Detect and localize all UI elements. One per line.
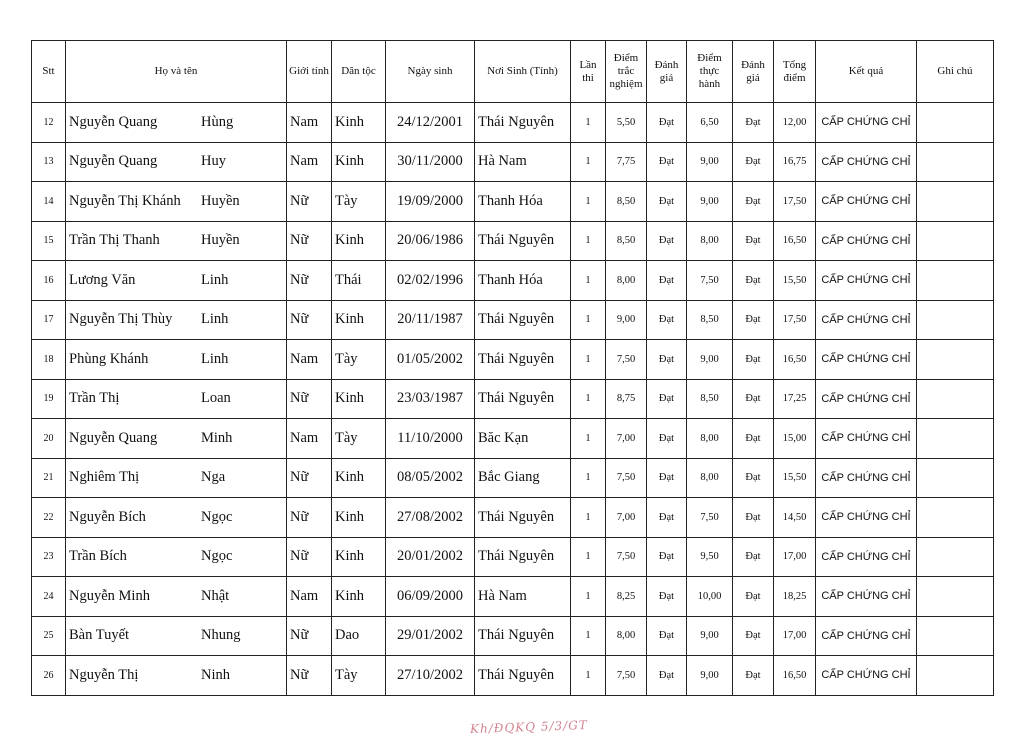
cell-ethnicity: Kinh [332, 142, 386, 182]
cell-gender: Nữ [287, 498, 332, 538]
cell-birthplace: Thái Nguyên [475, 340, 571, 380]
cell-full-name [66, 498, 287, 538]
cell-dob: 20/06/1986 [386, 221, 475, 261]
cell-mc-score: 8,75 [606, 379, 647, 419]
cell-ethnicity: Tày [332, 656, 386, 696]
cell-dob: 19/09/2000 [386, 182, 475, 222]
header-mc-eval: Đánh giá [647, 41, 687, 103]
cell-practice-score: 8,50 [687, 379, 733, 419]
cell-mc-eval: Đạt [647, 221, 687, 261]
cell-ethnicity: Kinh [332, 537, 386, 577]
cell-total: 17,50 [774, 182, 816, 222]
cell-note [917, 142, 994, 182]
last-name: Phùng Khánh [69, 350, 149, 367]
cell-dob: 02/02/1996 [386, 261, 475, 301]
cell-result: CẤP CHỨNG CHỈ [816, 261, 917, 301]
cell-ethnicity: Tày [332, 340, 386, 380]
cell-note [917, 498, 994, 538]
cell-result: CẤP CHỨNG CHỈ [816, 656, 917, 696]
cell-gender: Nam [287, 419, 332, 459]
cell-full-name [66, 458, 287, 498]
cell-full-name [66, 103, 287, 143]
cell-attempt: 1 [571, 537, 606, 577]
cell-result: CẤP CHỨNG CHỈ [816, 182, 917, 222]
cell-practice-eval: Đạt [733, 537, 774, 577]
cell-mc-score: 9,00 [606, 300, 647, 340]
cell-birthplace: Thái Nguyên [475, 537, 571, 577]
cell-mc-eval: Đạt [647, 656, 687, 696]
header-attempt: Lần thi [571, 41, 606, 103]
cell-practice-eval: Đạt [733, 498, 774, 538]
cell-note [917, 261, 994, 301]
table-row [32, 537, 994, 577]
first-name: Linh [201, 350, 229, 367]
first-name: Minh [201, 429, 233, 446]
cell-full-name [66, 142, 287, 182]
header-birthplace: Nơi Sinh (Tỉnh) [475, 41, 571, 103]
cell-full-name [66, 616, 287, 656]
cell-mc-eval: Đạt [647, 458, 687, 498]
table-row [32, 340, 994, 380]
cell-mc-eval: Đạt [647, 103, 687, 143]
cell-gender: Nữ [287, 379, 332, 419]
cell-stt: 14 [32, 182, 66, 222]
cell-full-name [66, 419, 287, 459]
header-ethnicity: Dân tộc [332, 41, 386, 103]
cell-full-name [66, 221, 287, 261]
cell-full-name [66, 261, 287, 301]
cell-practice-eval: Đạt [733, 379, 774, 419]
cell-practice-eval: Đạt [733, 182, 774, 222]
cell-dob: 30/11/2000 [386, 142, 475, 182]
cell-note [917, 656, 994, 696]
cell-birthplace: Thái Nguyên [475, 221, 571, 261]
cell-ethnicity: Kinh [332, 577, 386, 617]
cell-dob: 27/08/2002 [386, 498, 475, 538]
cell-stt: 12 [32, 103, 66, 143]
cell-mc-eval: Đạt [647, 261, 687, 301]
table-row [32, 103, 994, 143]
cell-ethnicity: Kinh [332, 458, 386, 498]
cell-dob: 20/01/2002 [386, 537, 475, 577]
cell-dob: 01/05/2002 [386, 340, 475, 380]
cell-birthplace: Băc Kạn [475, 419, 571, 459]
cell-ethnicity: Tày [332, 182, 386, 222]
cell-practice-eval: Đạt [733, 221, 774, 261]
cell-mc-score: 8,00 [606, 616, 647, 656]
cell-stt: 19 [32, 379, 66, 419]
cell-attempt: 1 [571, 261, 606, 301]
cell-stt: 23 [32, 537, 66, 577]
cell-note [917, 458, 994, 498]
first-name: Huyền [201, 232, 240, 249]
header-gender: Giới tính [287, 41, 332, 103]
first-name: Hùng [201, 113, 234, 130]
cell-practice-score: 9,00 [687, 340, 733, 380]
cell-result: CẤP CHỨNG CHỈ [816, 300, 917, 340]
first-name: Linh [201, 311, 229, 328]
cell-stt: 20 [32, 419, 66, 459]
cell-mc-score: 5,50 [606, 103, 647, 143]
cell-gender: Nữ [287, 300, 332, 340]
cell-attempt: 1 [571, 656, 606, 696]
cell-practice-eval: Đạt [733, 458, 774, 498]
cell-practice-eval: Đạt [733, 300, 774, 340]
cell-practice-score: 10,00 [687, 577, 733, 617]
cell-attempt: 1 [571, 300, 606, 340]
first-name: Nhật [201, 587, 230, 604]
cell-total: 17,25 [774, 379, 816, 419]
cell-mc-score: 8,50 [606, 221, 647, 261]
handwritten-mark: Kh/ĐQKQ 5/3/GT [469, 717, 589, 737]
cell-stt: 22 [32, 498, 66, 538]
cell-mc-eval: Đạt [647, 142, 687, 182]
cell-attempt: 1 [571, 142, 606, 182]
cell-practice-eval: Đạt [733, 142, 774, 182]
table-row [32, 300, 994, 340]
first-name: Ngọc [201, 548, 233, 565]
cell-result: CẤP CHỨNG CHỈ [816, 577, 917, 617]
last-name: Nghiêm Thị [69, 469, 140, 486]
cell-gender: Nữ [287, 458, 332, 498]
cell-mc-eval: Đạt [647, 340, 687, 380]
cell-practice-eval: Đạt [733, 656, 774, 696]
cell-practice-score: 8,00 [687, 221, 733, 261]
cell-practice-score: 9,00 [687, 616, 733, 656]
cell-practice-eval: Đạt [733, 577, 774, 617]
header-result: Kết quả [816, 41, 917, 103]
cell-gender: Nữ [287, 182, 332, 222]
cell-dob: 29/01/2002 [386, 616, 475, 656]
last-name: Lương Văn [69, 271, 136, 288]
cell-full-name [66, 537, 287, 577]
first-name: Linh [201, 271, 229, 288]
cell-full-name [66, 656, 287, 696]
cell-attempt: 1 [571, 340, 606, 380]
cell-practice-score: 8,00 [687, 419, 733, 459]
table-row [32, 221, 994, 261]
cell-stt: 26 [32, 656, 66, 696]
table-body [32, 103, 994, 696]
cell-stt: 16 [32, 261, 66, 301]
cell-total: 15,00 [774, 419, 816, 459]
cell-birthplace: Thái Nguyên [475, 300, 571, 340]
cell-birthplace: Thái Nguyên [475, 616, 571, 656]
cell-mc-score: 7,75 [606, 142, 647, 182]
cell-mc-score: 8,25 [606, 577, 647, 617]
cell-practice-eval: Đạt [733, 616, 774, 656]
cell-ethnicity: Kinh [332, 103, 386, 143]
table-row [32, 379, 994, 419]
cell-birthplace: Thái Nguyên [475, 103, 571, 143]
cell-gender: Nữ [287, 537, 332, 577]
first-name: Nga [201, 469, 226, 486]
cell-total: 17,50 [774, 300, 816, 340]
table-row [32, 458, 994, 498]
cell-mc-eval: Đạt [647, 616, 687, 656]
cell-attempt: 1 [571, 221, 606, 261]
header-full-name: Họ và tên [66, 41, 287, 103]
cell-practice-score: 7,50 [687, 261, 733, 301]
cell-birthplace: Hà Nam [475, 142, 571, 182]
cell-total: 17,00 [774, 616, 816, 656]
cell-mc-eval: Đạt [647, 577, 687, 617]
last-name: Nguyễn Quang [69, 429, 158, 446]
first-name: Ninh [201, 666, 230, 683]
cell-full-name [66, 379, 287, 419]
first-name: Loan [201, 390, 231, 407]
cell-ethnicity: Kinh [332, 300, 386, 340]
cell-mc-score: 7,50 [606, 340, 647, 380]
cell-dob: 27/10/2002 [386, 656, 475, 696]
last-name: Nguyễn Minh [69, 587, 150, 604]
last-name: Nguyễn Quang [69, 153, 158, 170]
first-name: Nhung [201, 627, 241, 644]
cell-stt: 21 [32, 458, 66, 498]
last-name: Nguyễn Thị Khánh [69, 192, 181, 209]
header-dob: Ngày sinh [386, 41, 475, 103]
cell-ethnicity: Tày [332, 419, 386, 459]
cell-gender: Nữ [287, 261, 332, 301]
table-row [32, 142, 994, 182]
last-name: Trần Thị [69, 390, 120, 407]
cell-practice-eval: Đạt [733, 340, 774, 380]
cell-practice-eval: Đạt [733, 261, 774, 301]
table-row [32, 261, 994, 301]
cell-mc-score: 7,00 [606, 498, 647, 538]
cell-result: CẤP CHỨNG CHỈ [816, 379, 917, 419]
cell-attempt: 1 [571, 379, 606, 419]
cell-attempt: 1 [571, 498, 606, 538]
cell-birthplace: Hà Nam [475, 577, 571, 617]
table-row [32, 182, 994, 222]
table-header-row [32, 41, 994, 103]
cell-total: 17,00 [774, 537, 816, 577]
cell-dob: 08/05/2002 [386, 458, 475, 498]
cell-practice-score: 6,50 [687, 103, 733, 143]
cell-birthplace: Thanh Hóa [475, 261, 571, 301]
last-name: Bàn Tuyết [69, 627, 130, 644]
cell-practice-score: 8,00 [687, 458, 733, 498]
cell-total: 15,50 [774, 261, 816, 301]
cell-note [917, 182, 994, 222]
cell-note [917, 103, 994, 143]
cell-practice-score: 8,50 [687, 300, 733, 340]
table-row [32, 498, 994, 538]
cell-dob: 20/11/1987 [386, 300, 475, 340]
header-mc-score: Điểm trắc nghiệm [606, 41, 647, 103]
results-table [31, 40, 994, 696]
cell-result: CẤP CHỨNG CHỈ [816, 221, 917, 261]
cell-mc-eval: Đạt [647, 182, 687, 222]
cell-gender: Nam [287, 340, 332, 380]
cell-mc-eval: Đạt [647, 419, 687, 459]
cell-ethnicity: Thái [332, 261, 386, 301]
cell-gender: Nữ [287, 656, 332, 696]
cell-gender: Nữ [287, 221, 332, 261]
cell-result: CẤP CHỨNG CHỈ [816, 458, 917, 498]
cell-attempt: 1 [571, 103, 606, 143]
cell-total: 16,75 [774, 142, 816, 182]
cell-practice-score: 9,00 [687, 142, 733, 182]
table-row [32, 577, 994, 617]
cell-dob: 06/09/2000 [386, 577, 475, 617]
first-name: Huy [201, 153, 226, 170]
cell-ethnicity: Dao [332, 616, 386, 656]
cell-stt: 17 [32, 300, 66, 340]
last-name: Trần Bích [69, 548, 127, 565]
first-name: Huyền [201, 192, 240, 209]
cell-total: 14,50 [774, 498, 816, 538]
cell-practice-score: 9,50 [687, 537, 733, 577]
cell-note [917, 577, 994, 617]
cell-note [917, 419, 994, 459]
header-practice-score: Điểm thực hành [687, 41, 733, 103]
cell-result: CẤP CHỨNG CHỈ [816, 616, 917, 656]
cell-mc-score: 7,50 [606, 458, 647, 498]
cell-mc-eval: Đạt [647, 379, 687, 419]
cell-practice-score: 9,00 [687, 182, 733, 222]
cell-total: 16,50 [774, 656, 816, 696]
header-stt: Stt [32, 41, 66, 103]
cell-mc-score: 7,00 [606, 419, 647, 459]
table-row [32, 419, 994, 459]
cell-ethnicity: Kinh [332, 379, 386, 419]
cell-gender: Nữ [287, 616, 332, 656]
cell-dob: 23/03/1987 [386, 379, 475, 419]
header-note: Ghi chú [917, 41, 994, 103]
cell-attempt: 1 [571, 458, 606, 498]
cell-result: CẤP CHỨNG CHỈ [816, 103, 917, 143]
cell-birthplace: Bắc Giang [475, 458, 571, 498]
cell-practice-eval: Đạt [733, 103, 774, 143]
cell-total: 12,00 [774, 103, 816, 143]
cell-mc-score: 8,50 [606, 182, 647, 222]
cell-stt: 24 [32, 577, 66, 617]
cell-dob: 24/12/2001 [386, 103, 475, 143]
last-name: Nguyễn Thị Thùy [69, 311, 173, 328]
cell-full-name [66, 340, 287, 380]
cell-ethnicity: Kinh [332, 221, 386, 261]
cell-practice-score: 7,50 [687, 498, 733, 538]
cell-result: CẤP CHỨNG CHỈ [816, 142, 917, 182]
cell-result: CẤP CHỨNG CHỈ [816, 340, 917, 380]
cell-mc-eval: Đạt [647, 498, 687, 538]
cell-full-name [66, 182, 287, 222]
cell-birthplace: Thái Nguyên [475, 498, 571, 538]
table-row [32, 616, 994, 656]
cell-result: CẤP CHỨNG CHỈ [816, 537, 917, 577]
cell-birthplace: Thái Nguyên [475, 656, 571, 696]
header-total: Tổng điểm [774, 41, 816, 103]
cell-stt: 25 [32, 616, 66, 656]
cell-dob: 11/10/2000 [386, 419, 475, 459]
cell-gender: Nam [287, 142, 332, 182]
cell-gender: Nam [287, 577, 332, 617]
cell-birthplace: Thanh Hóa [475, 182, 571, 222]
cell-birthplace: Thái Nguyên [475, 379, 571, 419]
cell-mc-eval: Đạt [647, 300, 687, 340]
cell-attempt: 1 [571, 182, 606, 222]
cell-result: CẤP CHỨNG CHỈ [816, 498, 917, 538]
last-name: Nguyễn Quang [69, 113, 158, 130]
cell-total: 16,50 [774, 340, 816, 380]
cell-mc-score: 7,50 [606, 537, 647, 577]
cell-mc-score: 7,50 [606, 656, 647, 696]
cell-note [917, 340, 994, 380]
table-row [32, 656, 994, 696]
cell-stt: 13 [32, 142, 66, 182]
cell-attempt: 1 [571, 616, 606, 656]
first-name: Ngọc [201, 508, 233, 525]
cell-note [917, 300, 994, 340]
last-name: Nguyễn Thị [69, 666, 139, 683]
cell-stt: 15 [32, 221, 66, 261]
cell-total: 18,25 [774, 577, 816, 617]
cell-practice-eval: Đạt [733, 419, 774, 459]
last-name: Nguyễn Bích [69, 508, 146, 525]
cell-practice-score: 9,00 [687, 656, 733, 696]
cell-result: CẤP CHỨNG CHỈ [816, 419, 917, 459]
cell-gender: Nam [287, 103, 332, 143]
cell-stt: 18 [32, 340, 66, 380]
cell-attempt: 1 [571, 577, 606, 617]
cell-note [917, 379, 994, 419]
cell-total: 15,50 [774, 458, 816, 498]
last-name: Trần Thị Thanh [69, 232, 160, 249]
cell-full-name [66, 300, 287, 340]
header-practice-eval: Đánh giá [733, 41, 774, 103]
cell-ethnicity: Kinh [332, 498, 386, 538]
cell-attempt: 1 [571, 419, 606, 459]
cell-full-name [66, 577, 287, 617]
cell-note [917, 537, 994, 577]
cell-note [917, 616, 994, 656]
cell-mc-eval: Đạt [647, 537, 687, 577]
cell-mc-score: 8,00 [606, 261, 647, 301]
cell-total: 16,50 [774, 221, 816, 261]
cell-note [917, 221, 994, 261]
